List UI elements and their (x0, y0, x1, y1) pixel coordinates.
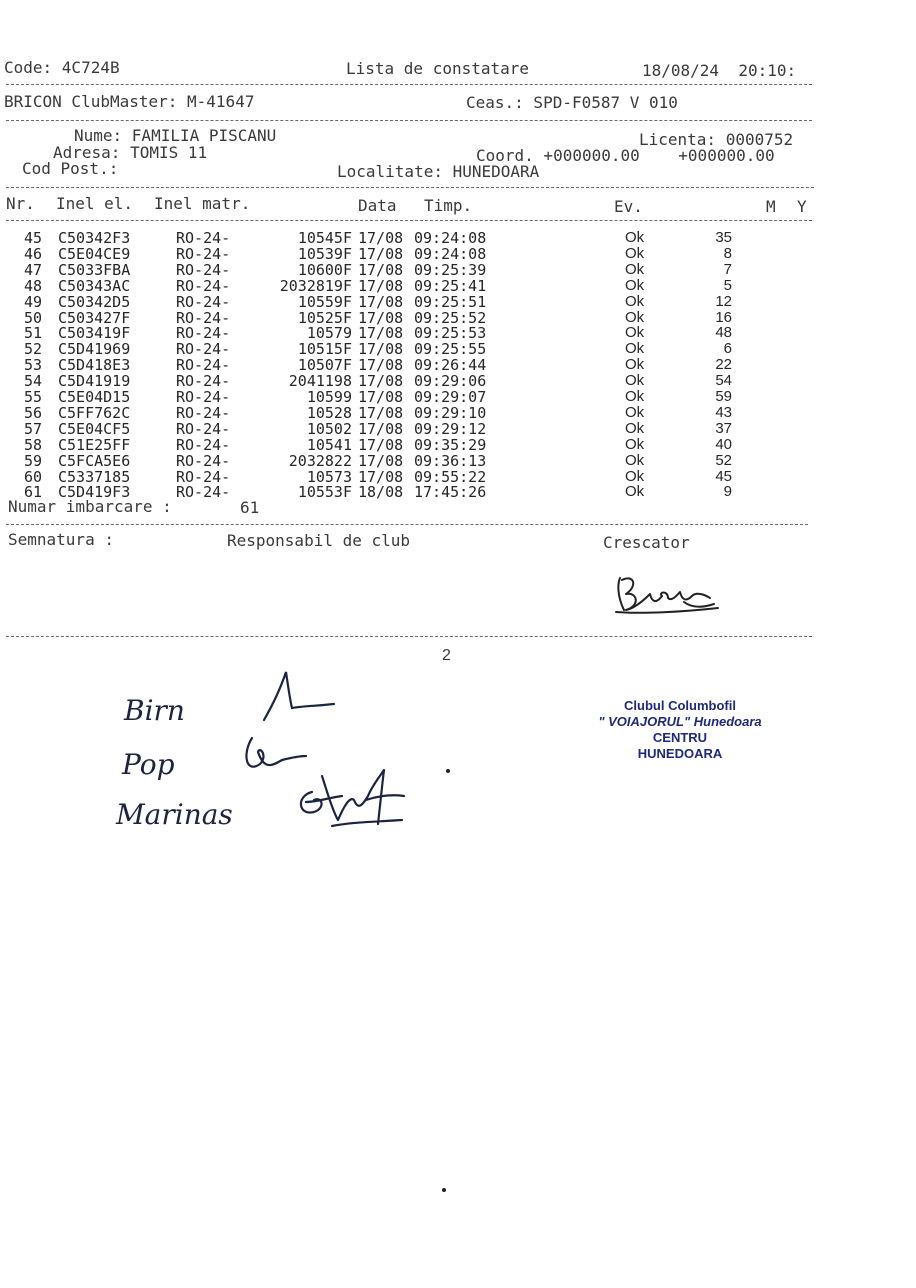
placement: 6 (723, 340, 732, 358)
placement: 43 (715, 403, 732, 421)
breeder-label: Crescator (603, 533, 690, 552)
ring-serial: 10579 (306, 324, 352, 343)
event-status: Ok (625, 340, 645, 358)
ring-prefix: RO-24- (176, 276, 231, 295)
ring-prefix: RO-24- (176, 356, 231, 375)
arrival-date: 17/08 (358, 292, 404, 311)
table-row (0, 389, 916, 405)
row-number: 53 (24, 356, 43, 375)
column-header-y: Y (797, 197, 807, 216)
arrival-time: 09:29:12 (414, 419, 487, 438)
ring-serial: 10600F (297, 260, 352, 279)
table-row (0, 373, 916, 389)
arrival-time: 09:25:52 (414, 308, 487, 327)
column-header-inel-matr: Inel matr. (154, 194, 251, 213)
column-header-data: Data (358, 196, 397, 215)
placement: 5 (723, 276, 732, 294)
owner-name: Nume: FAMILIA PISCANU (74, 126, 277, 145)
ink-dot (442, 1188, 446, 1192)
stamp-line: " VOIAJORUL" Hunedoara (598, 714, 762, 729)
arrival-time: 09:25:55 (414, 340, 487, 359)
clock-id: Ceas.: SPD-F0587 V 010 (466, 93, 678, 112)
document-title: Lista de constatare (346, 59, 530, 78)
row-number: 57 (24, 419, 43, 438)
arrival-time: 09:24:08 (414, 229, 487, 247)
ring-serial: 10559F (297, 292, 352, 311)
placement: 22 (715, 356, 732, 374)
ring-prefix: RO-24- (176, 292, 231, 311)
table-row (0, 453, 916, 469)
ring-serial: 10545F (297, 229, 352, 247)
electronic-ring: C50342D5 (58, 292, 131, 311)
coordinates: Coord. +000000.00 +000000.00 (476, 146, 775, 165)
arrival-date: 17/08 (358, 324, 404, 343)
placement: 59 (715, 388, 732, 405)
ring-prefix: RO-24- (176, 451, 231, 470)
ring-prefix: RO-24- (176, 403, 231, 422)
row-number: 52 (24, 340, 43, 359)
row-number: 54 (24, 372, 43, 391)
arrival-time: 09:35:29 (414, 435, 487, 454)
placement: 48 (715, 324, 732, 342)
print-datetime: 18/08/24 20:10: (642, 61, 797, 80)
ring-serial: 10502 (306, 419, 352, 438)
owner-address: Adresa: TOMIS 11 (53, 143, 208, 162)
electronic-ring: C5FCA5E6 (58, 451, 131, 470)
table-row (0, 469, 916, 485)
arrival-time: 09:36:13 (414, 451, 487, 470)
arrival-date: 17/08 (358, 403, 404, 422)
electronic-ring: C5D419F3 (58, 483, 131, 502)
row-number: 46 (24, 244, 43, 263)
arrival-time: 09:25:53 (414, 324, 487, 343)
ring-serial: 10539F (297, 244, 352, 263)
column-header-ev: Ev. (614, 197, 643, 216)
ring-serial: 10507F (297, 356, 352, 375)
table-row (0, 357, 916, 373)
ring-serial: 10528 (306, 403, 352, 422)
ring-prefix: RO-24- (176, 229, 231, 247)
arrival-date: 17/08 (358, 435, 404, 454)
table-row (0, 421, 916, 437)
table-row (0, 294, 916, 310)
table-row (0, 262, 916, 278)
event-status: Ok (625, 388, 645, 405)
divider (6, 220, 812, 221)
electronic-ring: C5337185 (58, 467, 131, 486)
event-status: Ok (625, 467, 645, 485)
stamp-line: HUNEDOARA (637, 746, 723, 761)
arrival-date: 17/08 (358, 372, 404, 391)
boarding-count-value: 61 (240, 498, 260, 517)
ring-prefix: RO-24- (176, 340, 231, 359)
table-row (0, 278, 916, 294)
locality: Localitate: HUNEDOARA (337, 162, 540, 181)
event-status: Ok (625, 308, 645, 326)
event-status: Ok (625, 419, 645, 437)
event-status: Ok (625, 229, 645, 246)
electronic-ring: C5E04CE9 (58, 244, 131, 263)
divider (6, 120, 812, 121)
placement: 54 (715, 372, 732, 390)
row-number: 47 (24, 260, 43, 279)
license-number: Licenta: 0000752 (639, 130, 794, 149)
arrival-date: 17/08 (358, 356, 404, 375)
placement: 12 (715, 292, 732, 310)
divider (6, 84, 812, 85)
placement: 52 (715, 451, 732, 469)
divider (6, 187, 814, 188)
row-number: 45 (24, 229, 43, 247)
placement: 37 (715, 419, 732, 437)
ring-prefix: RO-24- (176, 372, 231, 391)
event-status: Ok (625, 451, 645, 469)
arrival-date: 17/08 (358, 229, 404, 247)
table-row (0, 341, 916, 357)
breeder-signature (612, 572, 724, 618)
arrival-time: 09:25:51 (414, 292, 487, 311)
handwritten-signature-3 (292, 766, 412, 830)
handwritten-name-3: Marinas (116, 798, 233, 831)
arrival-time: 09:29:06 (414, 372, 487, 391)
row-number: 55 (24, 388, 43, 406)
event-status: Ok (625, 244, 645, 262)
event-status: Ok (625, 372, 645, 390)
ring-prefix: RO-24- (176, 260, 231, 279)
table-row (0, 230, 916, 246)
electronic-ring: C5E04D15 (58, 388, 131, 406)
ring-serial: 2032819F (279, 276, 352, 295)
event-status: Ok (625, 435, 645, 453)
placement: 8 (723, 244, 732, 262)
column-header-nr: Nr. (6, 194, 35, 213)
row-number: 59 (24, 451, 43, 470)
club-responsible-label: Responsabil de club (227, 531, 411, 550)
arrival-date: 17/08 (358, 419, 404, 438)
ring-serial: 10541 (306, 435, 352, 454)
code-label: Code: 4C724B (4, 58, 120, 77)
placement: 9 (723, 483, 732, 501)
event-status: Ok (625, 260, 645, 278)
arrival-date: 17/08 (358, 308, 404, 327)
column-header-inel-el: Inel el. (56, 194, 134, 213)
arrival-date: 17/08 (358, 451, 404, 470)
ring-prefix: RO-24- (176, 324, 231, 343)
ring-prefix: RO-24- (176, 467, 231, 486)
column-header-timp: Timp. (424, 196, 473, 215)
placement: 7 (723, 260, 732, 278)
electronic-ring: C503419F (58, 324, 131, 343)
electronic-ring: C50343AC (58, 276, 131, 295)
electronic-ring: C5D418E3 (58, 356, 131, 375)
row-number: 56 (24, 403, 43, 422)
event-status: Ok (625, 292, 645, 310)
arrival-date: 17/08 (358, 340, 404, 359)
ring-prefix: RO-24- (176, 308, 231, 327)
ring-prefix: RO-24- (176, 244, 231, 263)
ring-serial: 10525F (297, 308, 352, 327)
row-number: 51 (24, 324, 43, 343)
arrival-date: 17/08 (358, 244, 404, 263)
electronic-ring: C5E04CF5 (58, 419, 131, 438)
placement: 35 (715, 229, 732, 246)
stamp-line: Clubul Columbofil (624, 698, 736, 713)
club-stamp (560, 698, 800, 762)
arrival-time: 09:25:41 (414, 276, 487, 295)
arrival-time: 09:55:22 (414, 467, 487, 486)
arrival-date: 17/08 (358, 388, 404, 406)
signature-label: Semnatura : (8, 530, 114, 549)
row-number: 58 (24, 435, 43, 454)
postal-code: Cod Post.: (22, 159, 119, 178)
ring-serial: 10573 (306, 467, 352, 486)
ring-serial: 2041198 (288, 372, 352, 391)
event-status: Ok (625, 276, 645, 294)
electronic-ring: C503427F (58, 308, 131, 327)
placement: 45 (715, 467, 732, 485)
event-status: Ok (625, 324, 645, 342)
row-number: 49 (24, 292, 43, 311)
electronic-ring: C50342F3 (58, 229, 131, 247)
arrival-date: 17/08 (358, 467, 404, 486)
ring-serial: 10553F (297, 483, 352, 502)
electronic-ring: C5D41969 (58, 340, 131, 359)
stamp-line: CENTRU (652, 730, 708, 745)
ring-serial: 2032822 (288, 451, 352, 470)
handwritten-signature-1 (258, 666, 338, 726)
row-number: 61 (24, 483, 43, 502)
table-row (0, 405, 916, 421)
row-number: 50 (24, 308, 43, 327)
electronic-ring: C5FF762C (58, 403, 131, 422)
handwritten-name-2: Pop (122, 748, 175, 781)
arrival-time: 09:29:10 (414, 403, 487, 422)
ink-dot (446, 769, 450, 773)
electronic-ring: C5D41919 (58, 372, 131, 391)
clubmaster-id: BRICON ClubMaster: M-41647 (4, 92, 255, 111)
ring-serial: 10599 (306, 388, 352, 406)
placement: 40 (715, 435, 732, 453)
divider (6, 524, 808, 525)
ring-prefix: RO-24- (176, 419, 231, 438)
column-header-m: M (766, 197, 776, 216)
table-row (0, 325, 916, 341)
arrival-date: 17/08 (358, 276, 404, 295)
table-row (0, 310, 916, 326)
ring-prefix: RO-24- (176, 483, 231, 502)
page-number: 2 (442, 647, 451, 664)
ring-serial: 10515F (297, 340, 352, 359)
arrival-time: 09:24:08 (414, 244, 487, 263)
event-status: Ok (625, 483, 645, 501)
placement: 16 (715, 308, 732, 326)
table-row (0, 246, 916, 262)
row-number: 48 (24, 276, 43, 295)
arrival-time: 17:45:26 (414, 483, 487, 502)
table-row (0, 437, 916, 453)
arrival-date: 18/08 (358, 483, 404, 502)
arrival-time: 09:25:39 (414, 260, 487, 279)
event-status: Ok (625, 356, 645, 374)
electronic-ring: C5033FBA (58, 260, 131, 279)
row-number: 60 (24, 467, 43, 486)
arrival-time: 09:26:44 (414, 356, 487, 375)
electronic-ring: C51E25FF (58, 435, 131, 454)
ring-prefix: RO-24- (176, 435, 231, 454)
event-status: Ok (625, 403, 645, 421)
ring-prefix: RO-24- (176, 388, 231, 406)
arrival-date: 17/08 (358, 260, 404, 279)
arrival-time: 09:29:07 (414, 388, 487, 406)
handwritten-name-1: Birn (124, 694, 185, 727)
divider (6, 636, 812, 637)
boarding-count-label: Numar imbarcare : (8, 497, 172, 516)
